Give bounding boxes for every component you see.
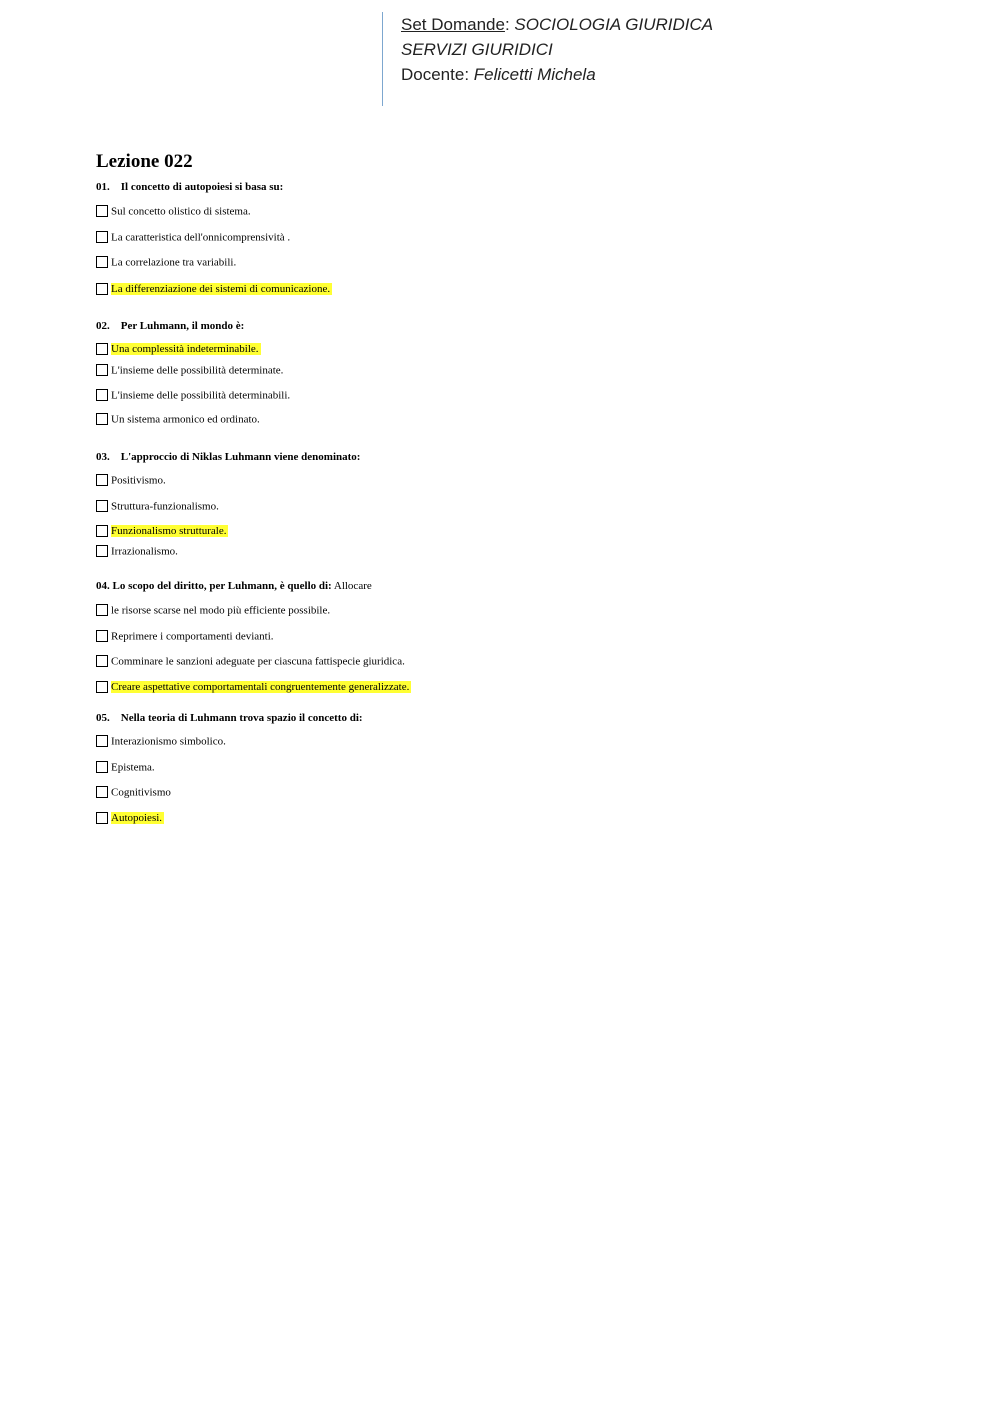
set-label: Set Domande (401, 15, 505, 34)
answer-label: L'insieme delle possibilità determinate. (111, 364, 284, 377)
question-number: 03. (96, 451, 110, 463)
teacher-name: Felicetti Michela (473, 65, 596, 84)
answer-label: Irrazionalismo. (111, 545, 178, 558)
checkbox[interactable] (96, 474, 108, 486)
question-text: Il concetto di autopoiesi si basa su: (120, 181, 284, 193)
answer-option[interactable] (96, 363, 283, 377)
checkbox[interactable] (96, 812, 108, 824)
question-01 (96, 180, 283, 194)
answer-option[interactable] (96, 204, 251, 218)
header-teacher-line (401, 62, 713, 87)
answer-option[interactable] (96, 603, 330, 617)
question-number: 02. (96, 320, 110, 332)
answer-label: Positivismo. (111, 474, 166, 487)
answer-option-correct[interactable] (96, 811, 164, 825)
lesson-title: Lezione 022 (96, 151, 193, 172)
answer-option-correct[interactable] (96, 680, 411, 694)
question-text-tail: Allocare (333, 580, 372, 592)
answer-option[interactable] (96, 473, 166, 487)
answer-label: La caratteristica dell'onnicomprensività . (111, 231, 291, 244)
checkbox[interactable] (96, 231, 108, 243)
answer-option[interactable] (96, 760, 155, 774)
answer-label: Un sistema armonico ed ordinato. (111, 413, 260, 426)
answer-option[interactable] (96, 499, 219, 513)
answer-option[interactable] (96, 785, 171, 799)
checkbox[interactable] (96, 545, 108, 557)
checkbox[interactable] (96, 681, 108, 693)
question-text: Nella teoria di Luhmann trova spazio il concetto di: (120, 712, 363, 724)
checkbox[interactable] (96, 283, 108, 295)
answer-option-correct[interactable] (96, 282, 332, 296)
answer-label-highlighted: Una complessità indeterminabile. (111, 343, 259, 356)
answer-option-correct[interactable] (96, 524, 228, 538)
answer-label: Reprimere i comportamenti devianti. (111, 630, 274, 643)
document-header (382, 12, 713, 106)
header-set-line (401, 12, 713, 37)
checkbox[interactable] (96, 500, 108, 512)
question-05 (96, 711, 363, 725)
set-colon: : (504, 15, 510, 34)
checkbox[interactable] (96, 256, 108, 268)
answer-option[interactable] (96, 654, 405, 668)
question-text: L'approccio di Niklas Luhmann viene denominato: (120, 451, 361, 463)
checkbox[interactable] (96, 604, 108, 616)
answer-label-highlighted: Funzionalismo strutturale. (111, 525, 227, 538)
teacher-label: Docente: (401, 65, 470, 84)
question-number: 05. (96, 712, 110, 724)
question-04 (96, 579, 372, 593)
answer-option[interactable] (96, 629, 274, 643)
checkbox[interactable] (96, 525, 108, 537)
checkbox[interactable] (96, 735, 108, 747)
checkbox[interactable] (96, 413, 108, 425)
question-03 (96, 450, 360, 464)
answer-option[interactable] (96, 734, 226, 748)
question-number: 04. (96, 580, 110, 592)
answer-label: Epistema. (111, 761, 155, 774)
answer-label: Cognitivismo (111, 786, 171, 799)
checkbox[interactable] (96, 786, 108, 798)
checkbox[interactable] (96, 630, 108, 642)
checkbox[interactable] (96, 389, 108, 401)
question-number: 01. (96, 181, 110, 193)
answer-label: L'insieme delle possibilità determinabili. (111, 389, 291, 402)
checkbox[interactable] (96, 761, 108, 773)
answer-option[interactable] (96, 255, 236, 269)
question-text: Lo scopo del diritto, per Luhmann, è quello di: (112, 580, 332, 592)
answer-label: Sul concetto olistico di sistema. (111, 205, 251, 218)
answer-label: Comminare le sanzioni adeguate per ciascuna fattispecie giuridica. (111, 655, 405, 668)
answer-option[interactable] (96, 230, 290, 244)
answer-label: Struttura-funzionalismo. (111, 500, 219, 513)
answer-label-highlighted: Autopoiesi. (111, 812, 163, 825)
checkbox[interactable] (96, 205, 108, 217)
answer-label-highlighted: La differenziazione dei sistemi di comunicazione. (111, 283, 331, 296)
answer-option[interactable] (96, 388, 290, 402)
answer-label-highlighted: Creare aspettative comportamentali congruentemente generalizzate. (111, 681, 410, 694)
checkbox[interactable] (96, 364, 108, 376)
answer-option[interactable] (96, 544, 178, 558)
answer-option[interactable] (96, 412, 260, 426)
checkbox[interactable] (96, 655, 108, 667)
subject-line-2: SERVIZI GIURIDICI (401, 40, 553, 59)
checkbox[interactable] (96, 343, 108, 355)
answer-label: Interazionismo simbolico. (111, 735, 226, 748)
answer-option-correct[interactable] (96, 342, 261, 356)
question-02 (96, 319, 244, 333)
answer-label: le risorse scarse nel modo più efficiente possibile. (111, 604, 331, 617)
subject-line-1: SOCIOLOGIA GIURIDICA (514, 15, 714, 34)
header-subject-line-2 (401, 37, 713, 62)
question-text: Per Luhmann, il mondo è: (120, 320, 245, 332)
answer-label: La correlazione tra variabili. (111, 256, 237, 269)
